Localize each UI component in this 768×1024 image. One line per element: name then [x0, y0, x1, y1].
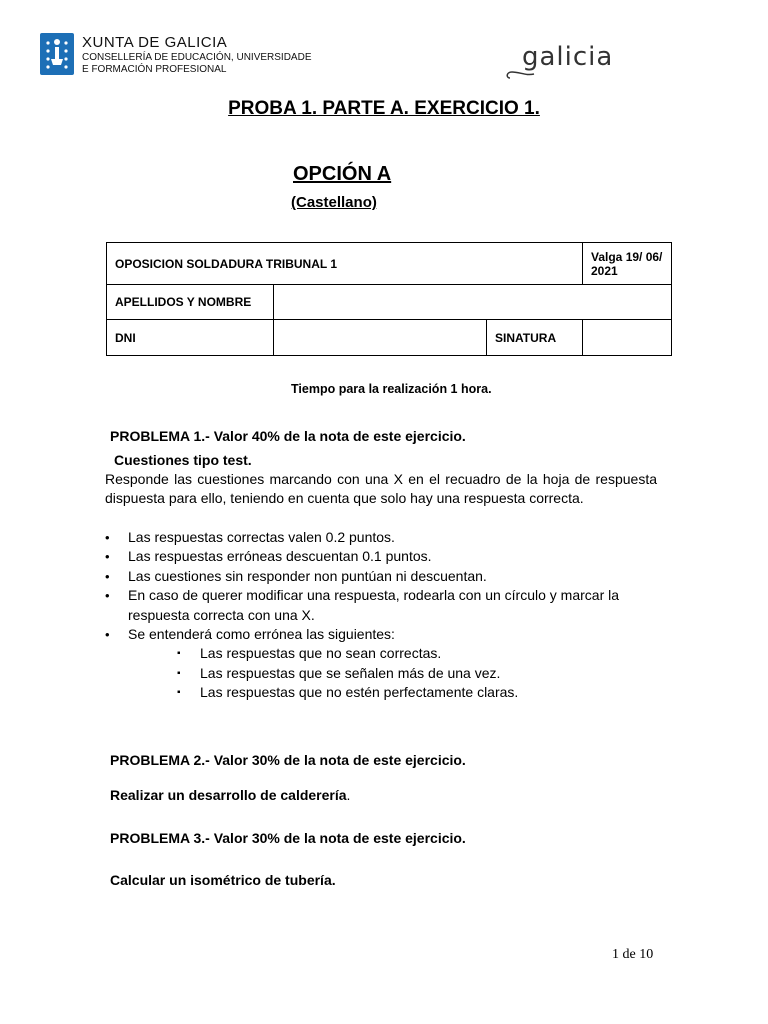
option-title: OPCIÓN A — [293, 163, 392, 185]
list-item: • Las respuestas erróneas descuentan 0.1 puntos. — [105, 547, 660, 566]
name-label-cell: APELLIDOS Y NOMBRE — [107, 285, 274, 320]
list-item: • Las respuestas correctas valen 0.2 puntos. — [105, 528, 660, 547]
problem-3-title: PROBLEMA 3.- Valor 30% de la nota de este ejercicio. — [110, 830, 466, 846]
xunta-header — [82, 34, 312, 76]
exam-title: PROBA 1. PARTE A. EXERCICIO 1. — [228, 98, 540, 119]
sub-list-item: ▪ Las respuestas que no estén perfectamente claras. — [105, 683, 660, 702]
xunta-crest-icon — [40, 33, 74, 75]
problem-2-task-text: Realizar un desarrollo de calderería — [110, 787, 347, 803]
dni-label-cell: DNI — [107, 320, 274, 356]
problem-2-task-period: . — [346, 787, 351, 803]
problem-1-title: PROBLEMA 1.- Valor 40% de la nota de este ejercicio. — [110, 428, 466, 444]
dni-field[interactable] — [274, 320, 487, 356]
date-cell: Valga 19/ 06/ 2021 — [583, 243, 672, 285]
language-label: (Castellano) — [291, 194, 377, 211]
galicia-logo — [504, 42, 622, 82]
problem-2-task — [110, 787, 350, 803]
exam-name-cell: OPOSICION SOLDADURA TRIBUNAL 1 — [107, 243, 583, 285]
xunta-subtitle-line-1: CONSELLERÍA DE EDUCACIÓN, UNIVERSIDADE — [82, 52, 312, 63]
xunta-title: XUNTA DE GALICIA — [82, 34, 228, 51]
name-field[interactable] — [274, 285, 672, 320]
galicia-logo-text: galicia — [522, 42, 614, 72]
problem-3-task: Calcular un isométrico de tubería. — [110, 872, 336, 888]
sub-list-container — [105, 644, 660, 702]
time-note: Tiempo para la realización 1 hora. — [291, 382, 492, 396]
problem-1-subtitle: Cuestiones tipo test. — [114, 452, 252, 468]
invalid-answers-list — [105, 644, 660, 702]
page-number: 1 de 10 — [612, 947, 654, 962]
list-item: • Se entenderá como errónea las siguientes: — [105, 625, 660, 644]
signature-field[interactable] — [583, 320, 672, 356]
sub-list-item: ▪ Las respuestas que no sean correctas. — [105, 644, 660, 663]
rules-list — [105, 528, 660, 703]
problem-1-instructions: Responde las cuestiones marcando con una X en el recuadro de la hoja de respuesta dispuesta para ello, teniendo en cuenta que solo hay una respuesta correcta. — [105, 471, 657, 507]
xunta-subtitle-line-2: E FORMACIÓN PROFESIONAL — [82, 64, 227, 75]
list-item: • En caso de querer modificar una respuesta, rodearla con un círculo y marcar la respuesta correcta con una X. — [105, 586, 660, 625]
list-item: • Las cuestiones sin responder non puntúan ni descuentan. — [105, 567, 660, 586]
candidate-form-table — [106, 242, 672, 356]
sub-list-item: ▪ Las respuestas que se señalen más de una vez. — [105, 664, 660, 683]
signature-label-cell: SINATURA — [487, 320, 583, 356]
problem-2-title: PROBLEMA 2.- Valor 30% de la nota de este ejercicio. — [110, 752, 466, 768]
